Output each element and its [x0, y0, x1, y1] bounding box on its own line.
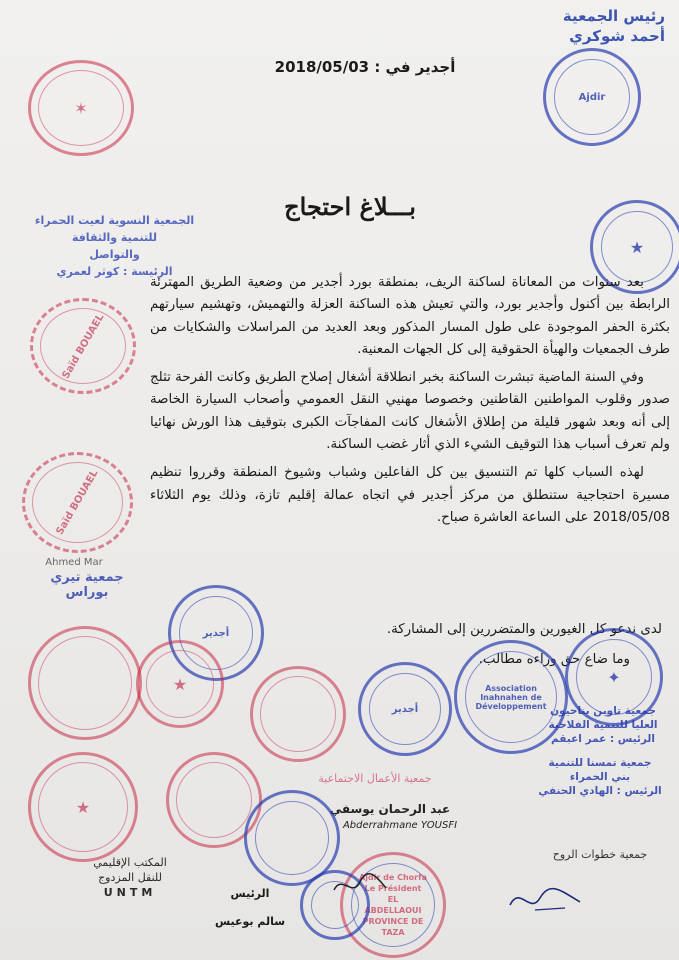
star-icon: ✶ — [74, 98, 88, 118]
hadi-line: الرئيس : الهادي الحنفي — [538, 785, 662, 797]
red-stamp-lower-left-2 — [136, 640, 224, 728]
blue-stamp-middle — [358, 662, 452, 756]
le-president-label: Le Président — [364, 884, 422, 893]
body-paragraph-1: بعد سنوات من المعاناة لساكنة الريف، بمنطقة بورد أجدير من وضعية الطريق المهترئة الرابطة بين أكنول وأجدير بورد، والتي تعيش هذه الساكنة العزلة والتهميش، وتهشيم سيارتهم بكثرة الحفر الموجودة على طول المسار المذكور وبعد العديد من المراسلات والشكايات من طرف الجمعيات والهيأة الحقوقية إلى كل الجهات المعنية. — [150, 275, 670, 357]
inahnahen-label: Association Inahnahen de Développement — [475, 683, 547, 711]
closing-line-2: وما ضاع حق وراءه مطالب. — [478, 652, 630, 667]
red-round-stamp-top-left — [28, 60, 134, 156]
footer-president-label: الرئيس — [230, 887, 270, 900]
star-icon: ★ — [172, 674, 188, 694]
said-bouael-label-2: Saïd BOUAEL — [54, 468, 101, 537]
bureau-line-1: المكتب الإقليمي — [93, 856, 167, 869]
footer-president-name: سالم بوعيس — [214, 915, 286, 928]
footer-president-block — [200, 880, 300, 936]
ajdir-stamp-label: Ajdir — [578, 91, 606, 103]
red-stamp-lower-left-1 — [28, 626, 142, 740]
star-icon: ★ — [75, 797, 91, 817]
body-paragraph-2: وفي السنة الماضية تبشرت الساكنة بخبر انطلاقة أشغال إصلاح الطريق وكانت الفرحة تثلج صدور وقلوب المواطنين القاطنين وخصوصا مهنيي النقل العمومي وأصحاب السيارة الخاصة إلى أنه وبعد شهور قليلة من إطلاق الأشغال كانت المفاجآت الكبرى بتوقيف هذا الورش نهائيا ولم تعرف أسباب هذا التوقيف الشيء الذي أثار غضب الساكنة. — [150, 370, 670, 453]
ouled-president-line: الرئيس : عمر اعبقم — [551, 733, 655, 745]
beni-hamra-line: بني الحمراء — [569, 771, 631, 783]
bureau-block — [70, 855, 190, 900]
date-line: أجدير في : 2018/05/03 — [274, 58, 456, 76]
association-president-label: رئيس الجمعية — [562, 7, 665, 25]
tamsna-block — [525, 756, 675, 798]
association-president-header — [525, 6, 665, 46]
ahmed-label: Ahmed Mar — [45, 557, 103, 568]
association-president-name: أحمد شوكري — [569, 27, 665, 45]
ajdir-ar-label: أجدير — [202, 627, 230, 639]
signature-bottom-right — [505, 880, 585, 920]
abderrahmane-label: Abderrahmane YOUSFI — [342, 820, 458, 831]
cooperative-label: جمعية الأعمال الاجتماعية — [318, 772, 432, 785]
province-taza-label: PROVINCE DE TAZA — [362, 917, 424, 937]
said-bouael-stamp-1 — [30, 298, 136, 394]
feminine-assoc-line-2: والتواصل — [89, 248, 140, 261]
red-stamp-center — [250, 666, 346, 762]
feminine-association-stamp — [22, 212, 207, 280]
ouled-association-block — [528, 704, 678, 746]
said-bouael-label-1: Saïd BOUAEL — [60, 311, 106, 381]
red-stamp-lower-left-3 — [28, 752, 138, 862]
signature-center-left — [330, 870, 390, 900]
closing-line-1: لدى ندعو كل الغيورين والمتضررين إلى المشاركة. — [386, 622, 662, 637]
el-abdellaoui-label: EL ABDELLAOUI — [364, 895, 422, 915]
ouled-assoc-line-1: جمعية تاوين بناحيون — [550, 705, 656, 717]
untm-label: UNTM — [103, 886, 157, 899]
said-bouael-stamp-2 — [22, 452, 133, 553]
khatawat-label: جمعية خطوات الروح — [552, 848, 648, 861]
abderrahmane-ar-label: عبد الرحمان يوسفي — [329, 802, 451, 816]
ajdir-chorfa-name: Ajdir de Chorfa — [359, 873, 427, 882]
ajdir-blue-stamp — [543, 48, 641, 146]
ajdir-ar-label-2: أجدير — [391, 703, 419, 715]
document-title: بـــلاغ احتجاج — [284, 192, 416, 221]
tamsna-line-1: جمعية تمسنا للتنمية — [548, 757, 652, 769]
tariq-association-label: جمعية تيري بوراس — [50, 570, 124, 600]
feminine-assoc-line-3: الرئيسة : كوثر لعمري — [56, 265, 173, 278]
bureau-line-2: للنقل المزدوج — [98, 871, 162, 884]
document-body — [150, 272, 670, 529]
star-icon: ✦ — [607, 667, 621, 687]
feminine-assoc-line-1: الجمعية النسوية لعيت الحمراء للتنمية والثقافة — [34, 214, 195, 244]
star-icon: ★ — [629, 237, 645, 257]
body-paragraph-3: لهذه السباب كلها تم التنسيق بين كل الفاعلين وشباب وشيوخ المنطقة وقرروا تنظيم مسيرة احتجاجية ستنطلق من مركز أجدير في اتجاه عمالة إقليم تازة، وذلك يوم الثلاثاء 2018/05/08 على الساعة العاشرة صباح. — [150, 465, 670, 525]
ouled-assoc-line-2: العليا للتنمية الفلاحية — [548, 719, 658, 731]
